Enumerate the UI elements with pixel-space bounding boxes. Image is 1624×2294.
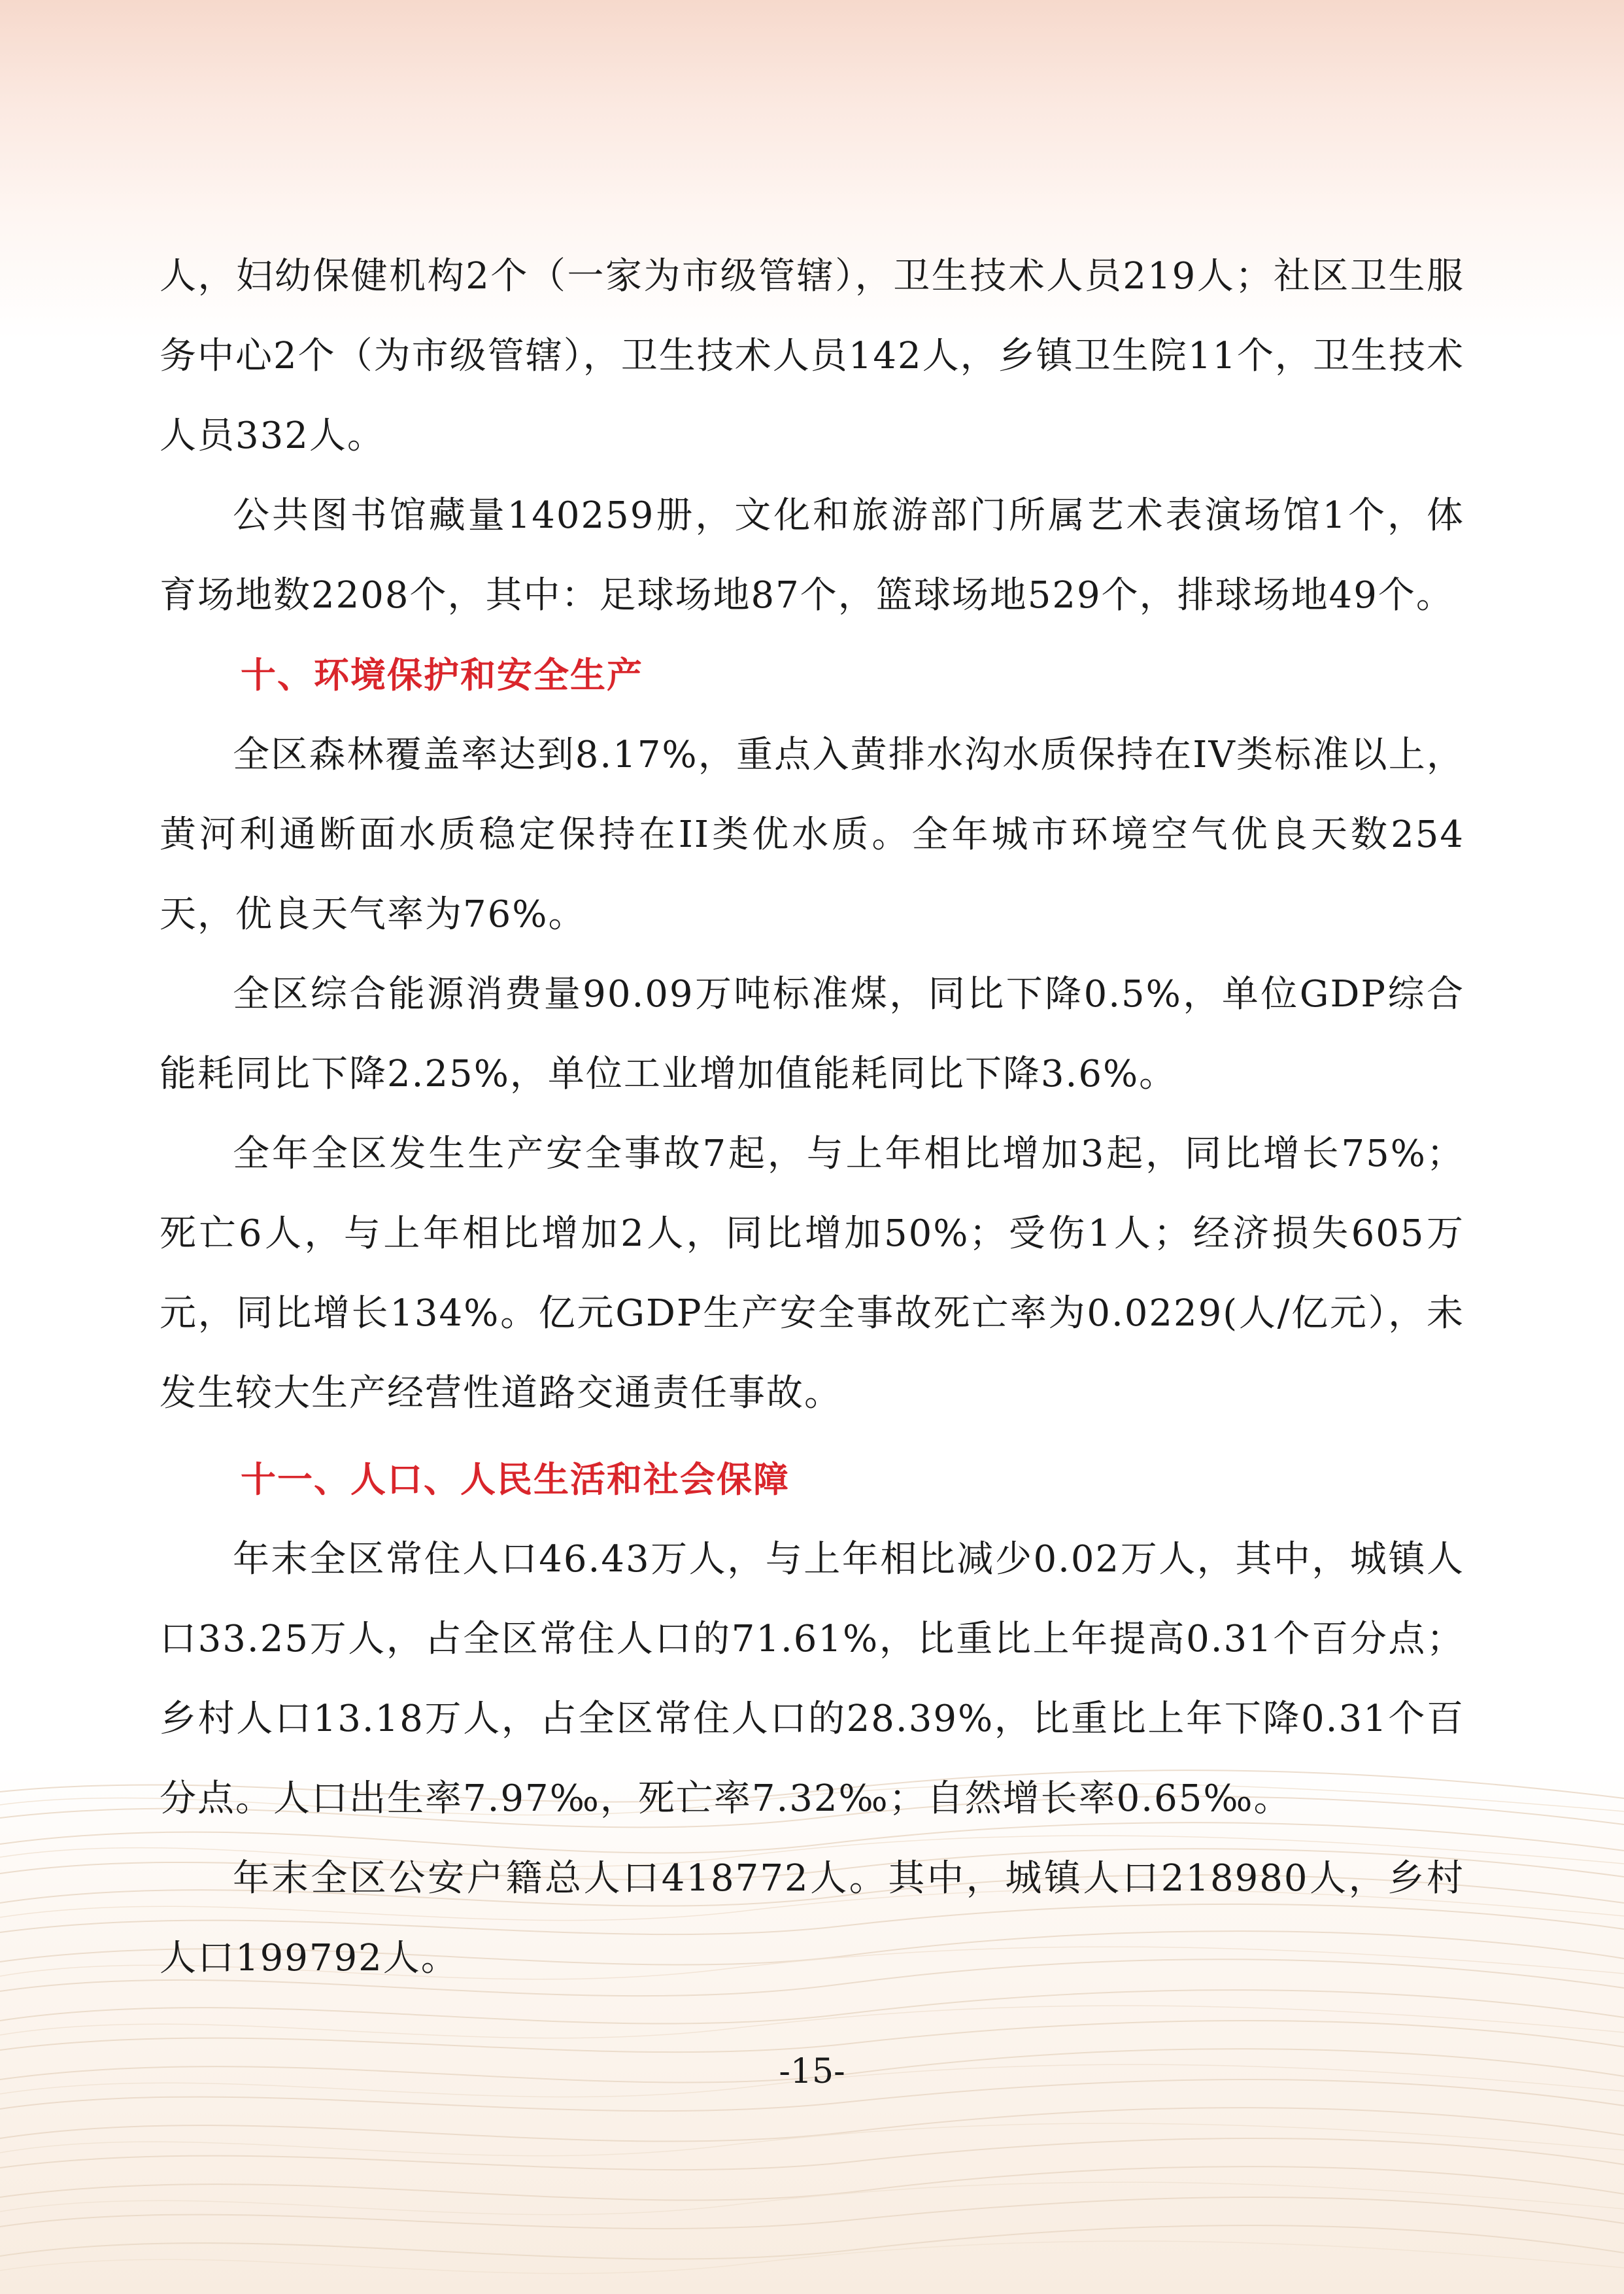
paragraph-health-institutions: 人，妇幼保健机构2个（一家为市级管辖），卫生技术人员219人；社区卫生服务中心2个（为市级管辖），卫生技术人员142人，乡镇卫生院11个，卫生技术人员332人。	[160, 255, 1464, 457]
paragraph-resident-population: 年末全区常住人口46.43万人，与上年相比减少0.02万人，其中，城镇人口33.25万人，占全区常住人口的71.61%，比重比上年提高0.31个百分点；乡村人口13.18万人，占全区常住人口的28.39%，比重比上年下降0.31个百分点。人口出生率7.97‰，死亡率7.32‰；自然增长率0.65‰。	[160, 1538, 1464, 1820]
document-body	[160, 237, 1464, 1998]
page-number: -15-	[779, 2052, 845, 2091]
paragraph-production-safety: 全年全区发生生产安全事故7起，与上年相比增加3起，同比增长75%；死亡6人，与上年相比增加2人，同比增加50%；受伤1人；经济损失605万元，同比增长134%。亿元GDP生产安全事故死亡率为0.0229(人/亿元），未发生较大生产经营性道路交通责任事故。	[160, 1133, 1464, 1414]
paragraph-registered-population: 年末全区公安户籍总人口418772人。其中，城镇人口218980人，乡村人口199792人。	[160, 1857, 1464, 1979]
paragraph-culture-sports: 公共图书馆藏量140259册，文化和旅游部门所属艺术表演场馆1个，体育场地数2208个，其中：足球场地87个，篮球场地529个，排球场地49个。	[160, 494, 1464, 617]
paragraph-forest-water-air: 全区森林覆盖率达到8.17%，重点入黄排水沟水质保持在IV类标准以上，黄河利通断面水质稳定保持在II类优水质。全年城市环境空气优良天数254天，优良天气率为76%。	[160, 734, 1464, 936]
section-heading-population-livelihood: 十一、人口、人民生活和社会保障	[241, 1459, 790, 1500]
section-heading-environment-safety: 十、环境保护和安全生产	[241, 655, 643, 696]
paragraph-energy-consumption: 全区综合能源消费量90.09万吨标准煤，同比下降0.5%，单位GDP综合能耗同比下降2.25%，单位工业增加值能耗同比下降3.6%。	[160, 973, 1464, 1095]
